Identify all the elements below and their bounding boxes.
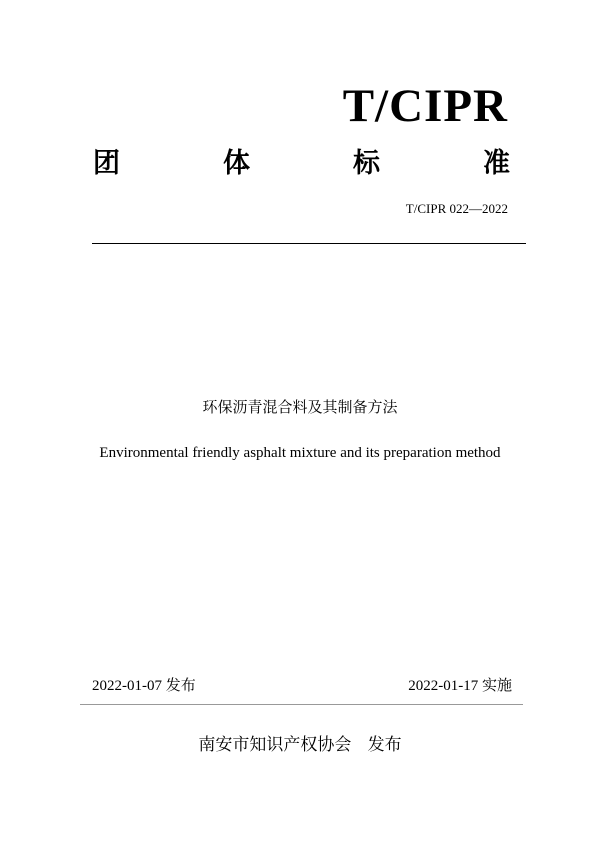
standard-number: T/CIPR 022—2022 — [405, 201, 508, 216]
title-chinese: 环保沥青混合料及其制备方法 — [202, 398, 398, 416]
standard-type-char: 团 — [93, 148, 120, 179]
title-english: Environmental friendly asphalt mixture and its preparation method — [99, 445, 501, 461]
standard-type-char: 体 — [223, 148, 250, 179]
implement-date: 2022-01-17 实施 — [408, 678, 512, 694]
standard-code-title: T/CIPR — [342, 80, 508, 132]
publish-date: 2022-01-07 发布 — [92, 678, 196, 694]
footer-divider — [80, 704, 523, 705]
standard-type-char: 准 — [483, 148, 510, 179]
issuing-organization: 南安市知识产权协会 发布 — [198, 735, 402, 755]
standard-type-heading — [93, 150, 510, 177]
standard-type-char: 标 — [353, 148, 380, 179]
header-divider — [92, 243, 526, 244]
